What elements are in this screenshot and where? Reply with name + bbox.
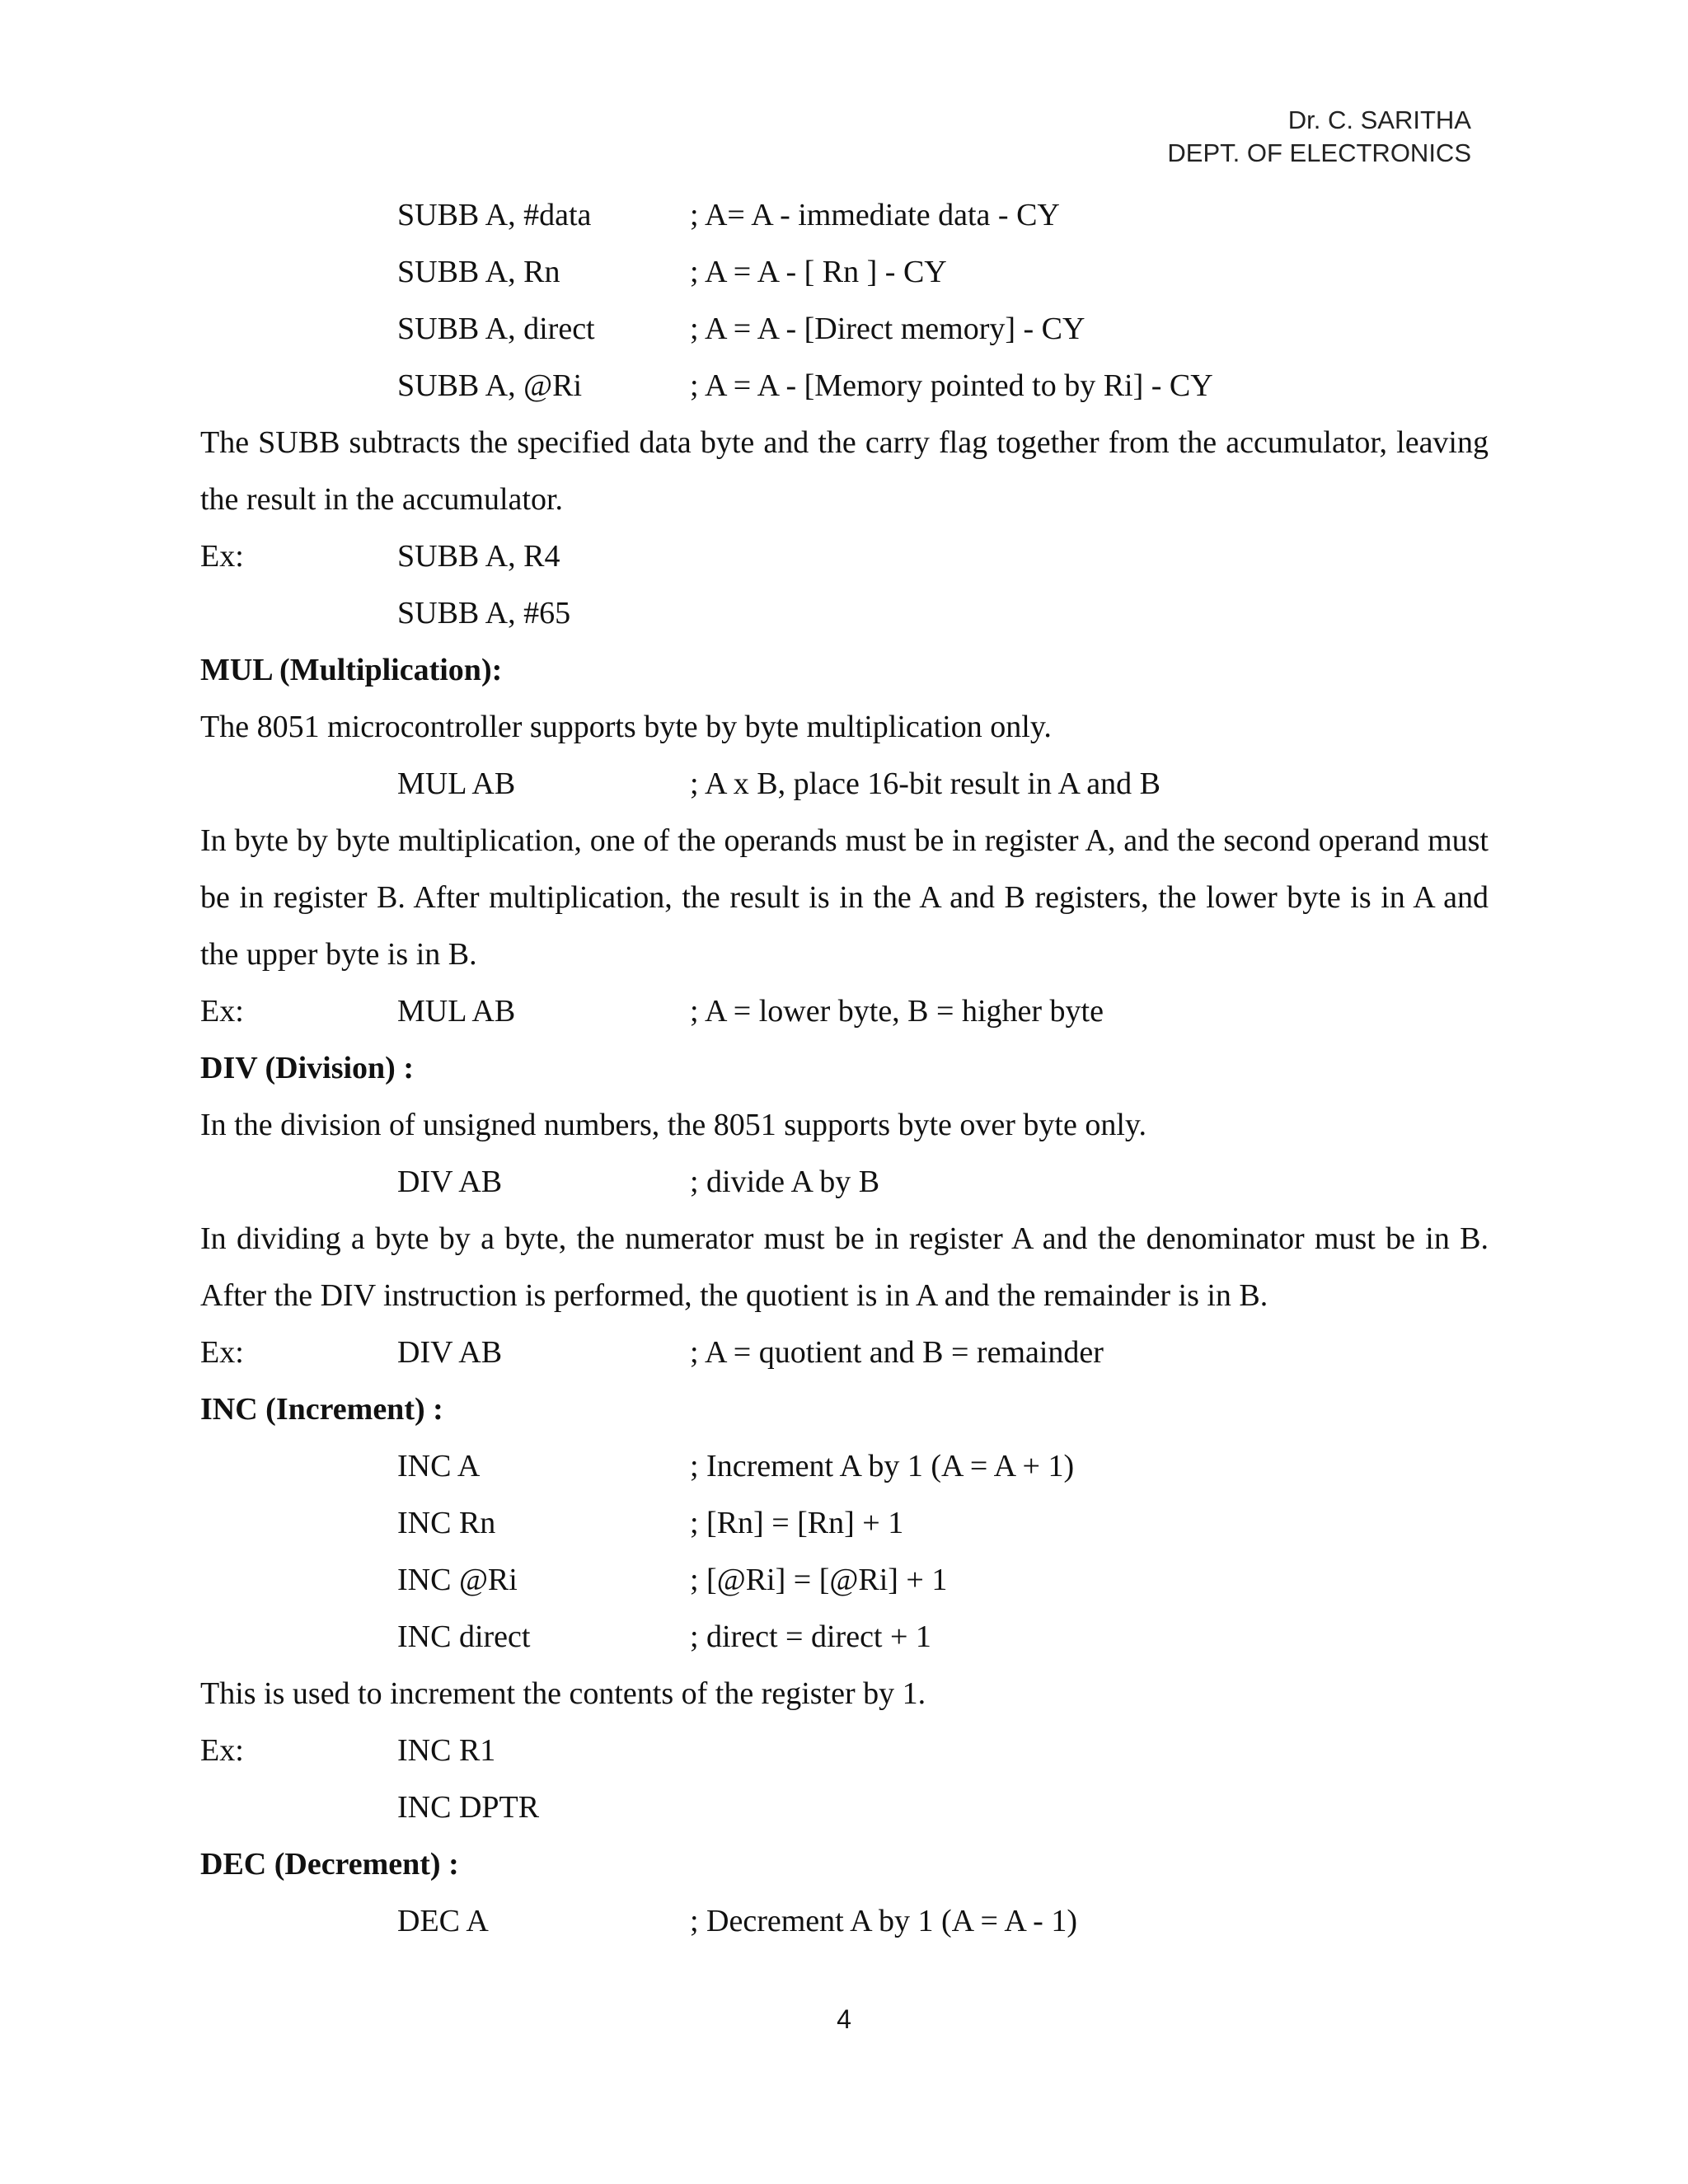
mul-description: In byte by byte multiplication, one of the operands must be in register A, and the second operand must be in register B. After multiplication, the result is in the A and B registers, the lower byte is in A and the upper byte is in B. <box>200 823 1489 972</box>
example-label: Ex: <box>200 539 244 574</box>
instruction-comment: ; A= A - immediate data - CY <box>690 198 1060 232</box>
instruction: SUBB A, #65 <box>397 596 571 630</box>
instruction-comment: ; A x B, place 16-bit result in A and B <box>690 766 1161 801</box>
instruction-comment: ; divide A by B <box>690 1165 880 1199</box>
subb-description: The SUBB subtracts the specified data byte and the carry flag together from the accumulator, leaving the result in the accumulator. <box>200 425 1489 517</box>
instruction: SUBB A, @Ri <box>397 368 583 403</box>
mul-form-row <box>0 756 1688 813</box>
instruction-comment: ; Increment A by 1 (A = A + 1) <box>690 1449 1075 1483</box>
inc-form-row <box>0 1495 1688 1552</box>
section-heading-mul: MUL (Multiplication): <box>200 653 503 687</box>
instruction: SUBB A, Rn <box>397 255 560 289</box>
inc-example-row <box>0 1722 1688 1779</box>
section-heading-div: DIV (Division) : <box>200 1051 414 1085</box>
instruction-comment: ; A = A - [Memory pointed to by Ri] - CY <box>690 368 1213 403</box>
section-heading-dec: DEC (Decrement) : <box>200 1847 459 1882</box>
instruction-comment: ; [@Ri] = [@Ri] + 1 <box>690 1563 948 1597</box>
instruction: SUBB A, #data <box>397 198 592 232</box>
instruction-comment: ; Decrement A by 1 (A = A - 1) <box>690 1904 1077 1938</box>
mul-intro: The 8051 microcontroller supports byte by byte multiplication only. <box>200 710 1052 744</box>
header-department: DEPT. OF ELECTRONICS <box>1167 138 1471 167</box>
subb-example-row <box>0 528 1688 585</box>
instruction: DIV AB <box>397 1165 503 1199</box>
instruction-comment: ; A = quotient and B = remainder <box>690 1335 1104 1370</box>
instruction: DEC A <box>397 1904 489 1938</box>
inc-example-row <box>0 1779 1688 1836</box>
subb-form-row <box>0 301 1688 358</box>
section-heading-inc: INC (Increment) : <box>200 1392 443 1427</box>
subb-form-row <box>0 358 1688 415</box>
instruction: SUBB A, direct <box>397 312 595 346</box>
instruction: INC DPTR <box>397 1790 540 1825</box>
mul-example-row <box>0 983 1688 1040</box>
instruction: INC direct <box>397 1619 531 1654</box>
inc-form-row <box>0 1438 1688 1495</box>
instruction: INC @Ri <box>397 1563 518 1597</box>
div-form-row <box>0 1154 1688 1211</box>
inc-description: This is used to increment the contents of the register by 1. <box>200 1676 926 1711</box>
instruction: INC Rn <box>397 1506 496 1540</box>
instruction-comment: ; direct = direct + 1 <box>690 1619 931 1654</box>
subb-form-row <box>0 244 1688 301</box>
div-description: In dividing a byte by a byte, the numerator must be in register A and the denominator must be in B. After the DIV instruction is performed, the quotient is in A and the remainder is in B. <box>200 1221 1489 1313</box>
inc-form-row <box>0 1609 1688 1666</box>
example-label: Ex: <box>200 1335 244 1370</box>
instruction-comment: ; A = A - [ Rn ] - CY <box>690 255 947 289</box>
example-label: Ex: <box>200 994 244 1029</box>
inc-form-row <box>0 1552 1688 1609</box>
instruction: MUL AB <box>397 994 516 1029</box>
instruction-comment: ; A = lower byte, B = higher byte <box>690 994 1104 1029</box>
dec-form-row <box>0 1893 1688 1950</box>
instruction: SUBB A, R4 <box>397 539 560 574</box>
instruction-comment: ; [Rn] = [Rn] + 1 <box>690 1506 904 1540</box>
instruction-comment: ; A = A - [Direct memory] - CY <box>690 312 1085 346</box>
page-number: 4 <box>837 2004 851 2034</box>
subb-form-row <box>0 187 1688 244</box>
div-example-row <box>0 1324 1688 1381</box>
instruction: INC R1 <box>397 1733 496 1768</box>
subb-example-row <box>0 585 1688 642</box>
instruction: MUL AB <box>397 766 516 801</box>
instruction: INC A <box>397 1449 481 1483</box>
example-label: Ex: <box>200 1733 244 1768</box>
instruction: DIV AB <box>397 1335 503 1370</box>
header-author: Dr. C. SARITHA <box>1287 105 1471 134</box>
div-intro: In the division of unsigned numbers, the 8051 supports byte over byte only. <box>200 1108 1146 1142</box>
